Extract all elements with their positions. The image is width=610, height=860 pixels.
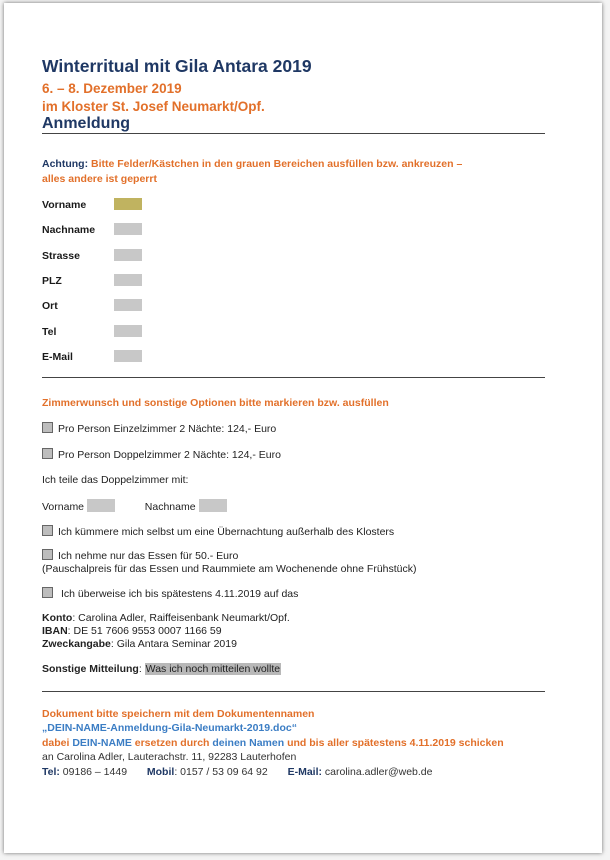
vorname-field[interactable] [114,198,142,210]
notice [42,157,462,187]
iban-value: : DE 51 7606 9553 0007 1166 59 [67,625,222,637]
label-nachname: Nachname [42,224,96,236]
label-strasse: Strasse [42,250,80,262]
transfer-checkbox[interactable] [42,587,53,598]
share-last-name-field[interactable] [199,499,227,512]
message-field[interactable]: Was ich noch mitteilen wollte [145,663,281,675]
food-only-label: Ich nehme nur das Essen für 50.- Euro [58,550,239,562]
notice-text-2: alles andere ist geperrt [42,173,157,185]
email-contact-label: E-Mail: [287,766,322,778]
notice-prefix: Achtung: [42,158,89,170]
label-plz: PLZ [42,275,62,287]
footer-filename: „DEIN-NAME-Anmeldung-Gila-Neumarkt-2019.doc“ [42,722,297,734]
plz-field[interactable] [114,274,142,286]
message-row [42,663,281,675]
double-room-label: Pro Person Doppelzimmer 2 Nächte: 124,- Euro [58,449,281,461]
option-single-room [42,422,276,435]
label-vorname: Vorname [42,199,87,211]
share-first-label: Vorname [42,501,85,513]
footer-replace-instruction [42,737,504,749]
footer-text-e: und bis aller spätestens 4.11.2019 schicken [284,737,504,749]
transfer-label: Ich überweise ich bis spätestens 4.11.2019 auf das [61,588,299,600]
document-title: Winterritual mit Gila Antara 2019 [42,56,312,76]
document-page [4,3,602,853]
outside-stay-label: Ich kümmere mich selbst um eine Übernachtung außerhalb des Klosters [58,526,395,538]
footer-save-instruction: Dokument bitte speichern mit dem Dokumentennamen [42,708,315,720]
label-ort: Ort [42,300,58,312]
divider [42,691,545,692]
single-room-checkbox[interactable] [42,422,53,433]
konto-label: Konto [42,612,73,624]
bank-details [42,612,290,651]
strasse-field[interactable] [114,249,142,261]
share-room-row [42,499,227,513]
tel-contact-value: 09186 – 1449 [59,766,128,778]
message-colon: : [138,663,145,675]
footer-contact [42,766,432,778]
footer-text-c: ersetzen durch [131,737,213,749]
footer-text-b: DEIN-NAME [72,737,132,749]
food-only-note: (Pauschalpreis für das Essen und Raummiete am Wochenende ohne Frühstück) [42,563,417,575]
option-transfer [42,587,298,600]
double-room-checkbox[interactable] [42,448,53,459]
label-tel: Tel [42,326,57,338]
tel-field[interactable] [114,325,142,337]
event-dates: 6. – 8. Dezember 2019 [42,81,182,96]
outside-stay-checkbox[interactable] [42,525,53,536]
iban-label: IBAN [42,625,68,637]
ort-field[interactable] [114,299,142,311]
nachname-field[interactable] [114,223,142,235]
zweck-value: : Gila Antara Seminar 2019 [110,638,237,650]
mobil-contact-value: : 0157 / 53 09 64 92 [174,766,268,778]
option-food-only [42,549,417,576]
message-label: Sonstige Mitteilung [42,663,139,675]
option-outside-stay [42,525,394,538]
footer-address: an Carolina Adler, Lauterachstr. 11, 92283 Lauterhofen [42,751,297,763]
food-only-checkbox[interactable] [42,549,53,560]
zweck-label: Zweckangabe [42,638,111,650]
share-last-label: Nachname [144,501,196,513]
divider [42,133,545,134]
footer-text-d: deinen Namen [212,737,285,749]
email-contact-value: carolina.adler@web.de [322,766,433,778]
konto-value: : Carolina Adler, Raiffeisenbank Neumarkt/Opf. [72,612,290,624]
notice-text-1: Bitte Felder/Kästchen in den grauen Bereichen ausfüllen bzw. ankreuzen – [88,158,463,170]
footer-text-a: dabei [42,737,73,749]
divider [42,377,545,378]
options-heading: Zimmerwunsch und sonstige Optionen bitte markieren bzw. ausfüllen [42,397,389,409]
share-first-name-field[interactable] [87,499,115,512]
single-room-label: Pro Person Einzelzimmer 2 Nächte: 124,- Euro [58,423,277,435]
mobil-contact-label: Mobil [146,766,175,778]
document-subtitle: Anmeldung [42,115,130,132]
event-location: im Kloster St. Josef Neumarkt/Opf. [42,99,265,114]
share-room-text: Ich teile das Doppelzimmer mit: [42,474,189,486]
email-field[interactable] [114,350,142,362]
label-email: E-Mail [42,351,73,363]
option-double-room [42,448,281,461]
tel-contact-label: Tel: [42,766,60,778]
